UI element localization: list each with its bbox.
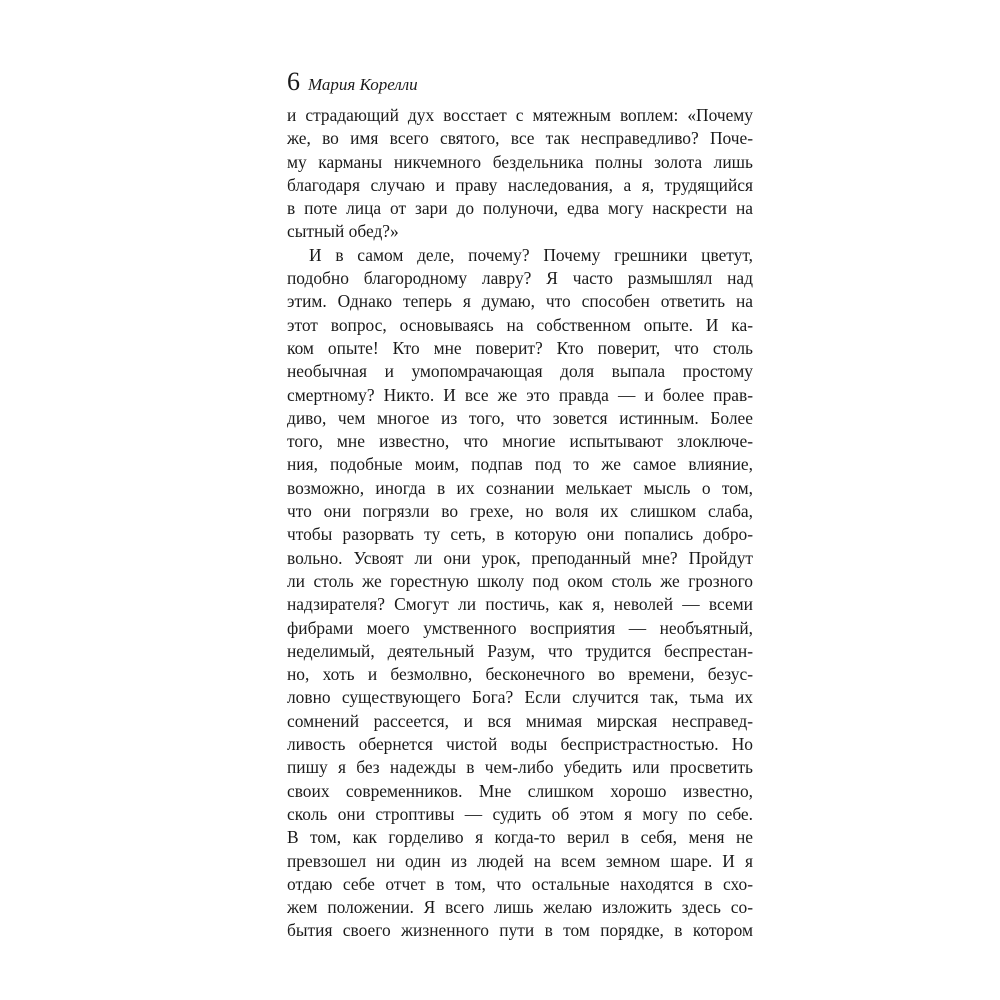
text-line: жем положении. Я всего лишь желаю изложить здесь со- [287,897,753,918]
text-line: этим. Однако теперь я думаю, что способен ответить на [287,291,753,312]
text-line: своих современников. Мне слишком хорошо известно, [287,780,753,801]
text-line: сомнений рассеется, и вся мнимая мирская несправед- [287,710,753,731]
body-text [287,104,753,943]
text-line: но, хоть и безмолвно, бесконечного во времени, безус- [287,664,753,685]
text-line: ли столь же горестную школу под оком столь же грозного [287,570,753,591]
text-line: В том, как горделиво я когда-то верил в себя, меня не [287,827,753,848]
text-line: вольно. Усвоят ли они урок, преподанный мне? Пройдут [287,547,753,568]
text-line: в поте лица от зари до полуночи, едва могу наскрести на [287,198,753,219]
text-line: благодаря случаю и праву наследования, а я, трудящийся [287,174,753,195]
page-number: 6 [287,67,300,96]
text-line: этот вопрос, основываясь на собственном опыте. И ка- [287,314,753,335]
text-line: бытия своего жизненного пути в том порядке, в котором [287,920,753,941]
text-line: что они погрязли во грехе, но воля их слишком слаба, [287,501,753,522]
text-line: му карманы никчемного бездельника полны золота лишь [287,151,753,172]
running-title-author: Мария Корелли [308,75,418,94]
text-line: же, во имя всего святого, все так несправедливо? Поче- [287,128,753,149]
text-line: сколь они строптивы — судить об этом я могу по себе. [287,803,753,824]
book-page [287,64,753,943]
text-line: возможно, иногда в их сознании мелькает мысль о том, [287,477,753,498]
text-line: фибрами моего умственного восприятия — необъятный, [287,617,753,638]
text-line: И в самом деле, почему? Почему грешники цветут, [309,244,753,265]
text-line: ком опыте! Кто мне поверит? Кто поверит, что столь [287,337,753,358]
text-line: отдаю себе отчет в том, что остальные находятся в схо- [287,873,753,894]
text-line: сытный обед?» [287,221,399,242]
text-line: ливость обернется чистой воды беспристрастностью. Но [287,734,753,755]
text-line: и страдающий дух восстает с мятежным воплем: «Почему [287,105,753,125]
text-line: диво, чем многое из того, что зовется истинным. Более [287,407,753,428]
text-line: смертному? Никто. И все же это правда — и более прав- [287,384,753,405]
text-line: пишу я без надежды в чем-либо убедить или просветить [287,757,753,778]
text-line: надзирателя? Смогут ли постичь, как я, неволей — всеми [287,594,753,615]
text-line: подобно благородному лавру? Я часто размышлял над [287,268,753,289]
page-header [287,64,753,100]
text-line: неделимый, деятельный Разум, что трудится беспрестан- [287,640,753,661]
text-line: превзошел ни один из людей на всем земном шаре. И я [287,850,753,871]
text-line: необычная и умопомрачающая доля выпала простому [287,361,753,382]
text-line: ловно существующего Бога? Если случится так, тьма их [287,687,753,708]
text-line: чтобы разорвать ту сеть, в которую они попались добро- [287,524,753,545]
text-line: того, мне известно, что многие испытывают злоключе- [287,431,753,452]
text-line: ния, подобные моим, подпав под то же самое влияние, [287,454,753,475]
